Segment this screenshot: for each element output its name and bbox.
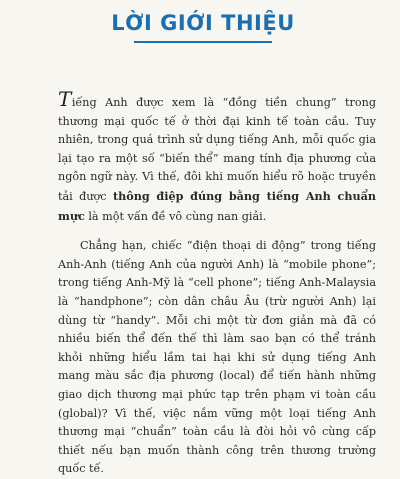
page-title: LỜI GIỚI THIỆU bbox=[111, 11, 295, 35]
title-bar bbox=[111, 4, 295, 42]
paragraph-1-text: iếng Anh được xem là “đồng tiền chung” trong thương mại quốc tế ở thời đại kinh tế toàn cầu. Tuy nhiên, trong quá trình sử dụng tiếng Anh, mỗi quốc gia lại tạo ra một số “biến thể” mang tính địa phương của ngôn ngữ này. Vì thế, đôi khi muốn hiểu rõ hoặc truyền tải được bbox=[58, 96, 376, 203]
paragraph-2: Chẳng hạn, chiếc “điện thoại di động” trong tiếng Anh-Anh (tiếng Anh của người Anh) là “mobile phone”; trong tiếng Anh-Mỹ là “cell phone”; tiếng Anh-Malaysia là “handphone”; còn dân châu Âu (trừ người Anh) lại dùng từ “handy”. Mỗi chi một từ đơn giản mà đã có nhiều biến thể đến thế thì làm sao bạn có thể tránh khỏi những hiểu lầm tai hại khi sử dụng tiếng Anh mang màu sắc địa phương (local) để tiến hành những giao dịch thương mại phức tạp trên phạm vi toàn cầu (global)? Vì thế, việc nắm vững một loại tiếng Anh thương mại “chuẩn” toàn cầu là đòi hỏi vô cùng cấp thiết nếu bạn muốn thành công trên thương trường quốc tế. bbox=[58, 239, 376, 476]
paragraph-1 bbox=[58, 87, 376, 226]
title-underline bbox=[134, 41, 272, 43]
paragraph-1-emphasis: thông điệp đúng bằng tiếng Anh chuẩn mực bbox=[58, 188, 376, 223]
introduction-body bbox=[58, 87, 376, 479]
paragraph-1-text-end: là một vấn đề vô cùng nan giải. bbox=[84, 209, 267, 223]
drop-cap: T bbox=[58, 87, 72, 111]
